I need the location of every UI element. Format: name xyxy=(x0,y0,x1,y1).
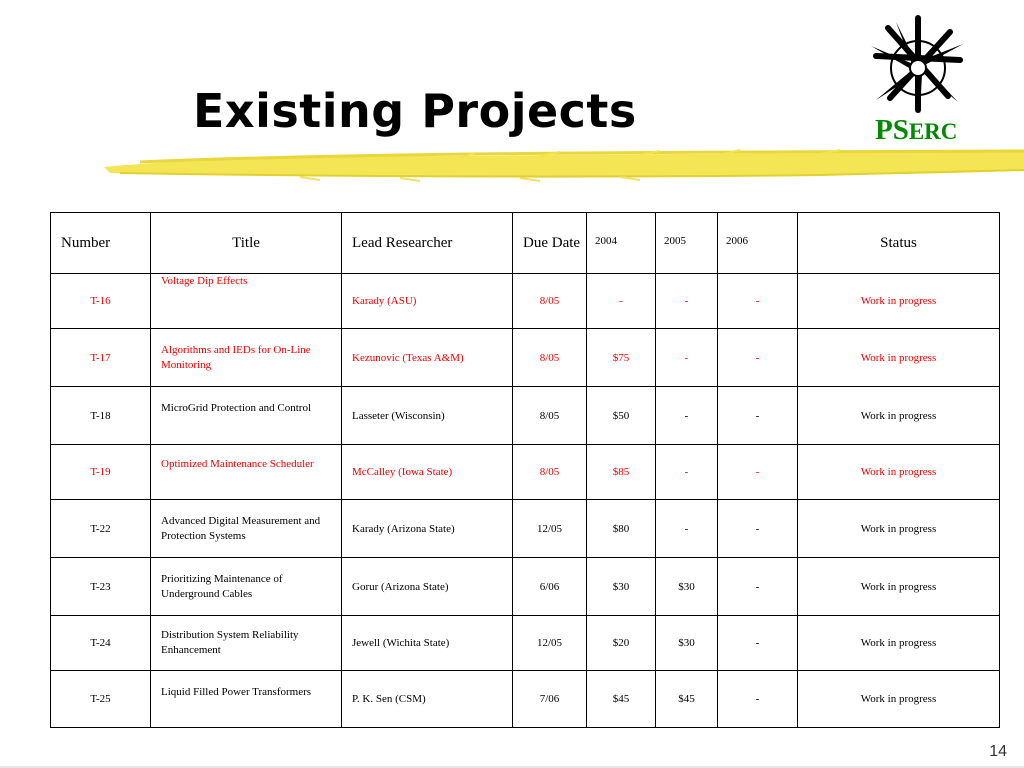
table-row xyxy=(51,558,1000,616)
table-row xyxy=(51,445,1000,500)
cell-2004: $75 xyxy=(587,329,656,387)
cell-2006: - xyxy=(718,671,798,728)
header-title: Title xyxy=(151,213,342,274)
cell-number: T-16 xyxy=(51,274,151,329)
cell-status: Work in progress xyxy=(798,671,1000,728)
cell-2006: - xyxy=(718,445,798,500)
table-row xyxy=(51,274,1000,329)
cell-2005: - xyxy=(656,500,718,558)
header-due-date: Due Date xyxy=(513,213,587,274)
cell-2005: - xyxy=(656,329,718,387)
cell-2006: - xyxy=(718,329,798,387)
cell-due-date: 8/05 xyxy=(513,274,587,329)
cell-number: T-24 xyxy=(51,616,151,671)
table-body xyxy=(51,274,1000,728)
header-2006: 2006 xyxy=(718,213,798,274)
pserc-star-logo-icon xyxy=(868,14,968,114)
cell-2005: $30 xyxy=(656,616,718,671)
cell-title xyxy=(151,445,342,500)
cell-status: Work in progress xyxy=(798,500,1000,558)
cell-due-date: 6/06 xyxy=(513,558,587,616)
table-row xyxy=(51,387,1000,445)
cell-title xyxy=(151,387,342,445)
slide-title: Existing Projects xyxy=(193,84,637,138)
header-lead-researcher: Lead Researcher xyxy=(342,213,513,274)
cell-title-text: MicroGrid Protection and Control xyxy=(161,402,312,414)
cell-title: Voltage Dip Effects xyxy=(151,274,342,329)
cell-2004: - xyxy=(587,274,656,329)
cell-title xyxy=(151,616,342,671)
header-number: Number xyxy=(51,213,151,274)
cell-title xyxy=(151,500,342,558)
cell-title-text: Distribution System Reliability Enhancement xyxy=(161,629,299,656)
cell-researcher: McCalley (Iowa State) xyxy=(342,445,513,500)
cell-status: Work in progress xyxy=(798,616,1000,671)
cell-2006: - xyxy=(718,558,798,616)
cell-due-date: 8/05 xyxy=(513,445,587,500)
cell-researcher: Gorur (Arizona State) xyxy=(342,558,513,616)
header-2004: 2004 xyxy=(587,213,656,274)
cell-2004: $45 xyxy=(587,671,656,728)
table-row xyxy=(51,500,1000,558)
cell-2005: - xyxy=(656,387,718,445)
cell-number: T-22 xyxy=(51,500,151,558)
cell-researcher: P. K. Sen (CSM) xyxy=(342,671,513,728)
cell-2004: $20 xyxy=(587,616,656,671)
cell-2006: - xyxy=(718,274,798,329)
cell-2005: $30 xyxy=(656,558,718,616)
page-number: 14 xyxy=(989,743,1007,760)
cell-number: T-19 xyxy=(51,445,151,500)
table-row xyxy=(51,329,1000,387)
cell-2006: - xyxy=(718,616,798,671)
cell-title-text: Prioritizing Maintenance of Underground Cables xyxy=(161,573,283,600)
cell-title xyxy=(151,329,342,387)
header-2005: 2005 xyxy=(656,213,718,274)
cell-number: T-23 xyxy=(51,558,151,616)
cell-2004: $50 xyxy=(587,387,656,445)
cell-due-date: 12/05 xyxy=(513,616,587,671)
cell-researcher: Karady (ASU) xyxy=(342,274,513,329)
cell-2004: $30 xyxy=(587,558,656,616)
cell-number: T-18 xyxy=(51,387,151,445)
table-row xyxy=(51,671,1000,728)
cell-status: Work in progress xyxy=(798,387,1000,445)
cell-2005: - xyxy=(656,274,718,329)
cell-2006: - xyxy=(718,387,798,445)
pserc-logo-text xyxy=(875,116,957,145)
cell-researcher: Jewell (Wichita State) xyxy=(342,616,513,671)
cell-title-text: Liquid Filled Power Transformers xyxy=(161,686,312,698)
logo-text-ps: PS xyxy=(875,114,909,146)
cell-title xyxy=(151,558,342,616)
cell-due-date: 12/05 xyxy=(513,500,587,558)
cell-status: Work in progress xyxy=(798,445,1000,500)
cell-2006: - xyxy=(718,500,798,558)
cell-2005: - xyxy=(656,445,718,500)
cell-status: Work in progress xyxy=(798,274,1000,329)
projects-table xyxy=(50,212,1000,728)
cell-researcher: Kezunovic (Texas A&M) xyxy=(342,329,513,387)
table-row xyxy=(51,616,1000,671)
cell-researcher: Karady (Arizona State) xyxy=(342,500,513,558)
table-header-row xyxy=(51,213,1000,274)
brush-stroke-decoration xyxy=(0,140,1024,190)
cell-due-date: 7/06 xyxy=(513,671,587,728)
cell-title-text: Algorithms and IEDs for On-Line Monitoring xyxy=(161,344,311,371)
cell-status: Work in progress xyxy=(798,558,1000,616)
cell-due-date: 8/05 xyxy=(513,329,587,387)
logo-text-erc: ERC xyxy=(908,119,958,144)
cell-2004: $80 xyxy=(587,500,656,558)
cell-number: T-17 xyxy=(51,329,151,387)
header-status: Status xyxy=(798,213,1000,274)
cell-researcher: Lasseter (Wisconsin) xyxy=(342,387,513,445)
cell-number: T-25 xyxy=(51,671,151,728)
cell-title xyxy=(151,671,342,728)
cell-2005: $45 xyxy=(656,671,718,728)
cell-2004: $85 xyxy=(587,445,656,500)
cell-due-date: 8/05 xyxy=(513,387,587,445)
cell-status: Work in progress xyxy=(798,329,1000,387)
cell-title-text: Advanced Digital Measurement and Protection Systems xyxy=(161,515,321,542)
cell-title-text: Optimized Maintenance Scheduler xyxy=(161,458,314,470)
